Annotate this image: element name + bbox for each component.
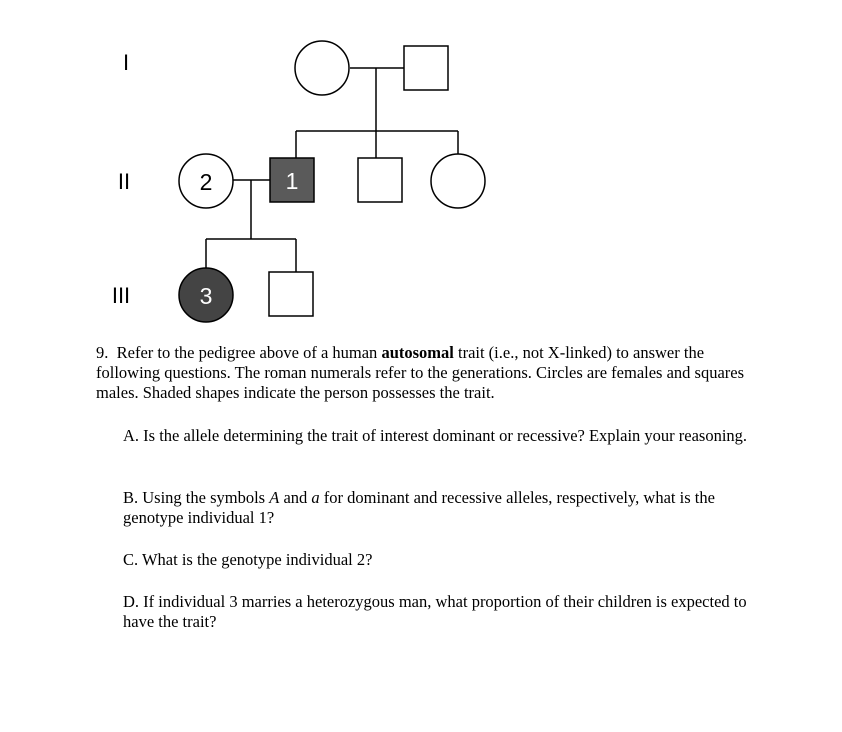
symbol-dominant: A (269, 488, 280, 507)
gen2-brother (358, 158, 402, 202)
generation-label-1: I (122, 50, 130, 75)
question-9-text (96, 343, 756, 403)
pedigree-chart (0, 0, 842, 335)
individual-3-number: 3 (199, 283, 213, 309)
generation-label-3: III (111, 283, 131, 308)
subquestion-a: A. Is the allele determining the trait of interest dominant or recessive? Explain your reasoning. (123, 426, 748, 445)
subquestion-d: D. If individual 3 marries a heterozygous man, what proportion of their children is expected to have the trait? (123, 592, 747, 631)
question-number: 9. (96, 343, 109, 362)
subquestion-b-start: B. Using the symbols (123, 488, 266, 507)
question-text-start: Refer to the pedigree above of a human (116, 343, 378, 362)
gen2-sister (431, 154, 485, 208)
individual-1-number: 1 (285, 168, 299, 194)
bold-autosomal: autosomal (381, 343, 454, 362)
subquestion-c: C. What is the genotype individual 2? (123, 550, 373, 569)
gen1-female (295, 41, 349, 95)
individual-2-number: 2 (199, 169, 213, 195)
question-text-end: trait (i.e., not X-linked) to answer the following questions. The roman numerals refer to the generations. Circles are females and squares males. Shaded shapes indicate the person possesses the trait. (96, 343, 745, 402)
gen1-male (404, 46, 448, 90)
subquestion-b-end: for dominant and recessive alleles, respectively, what is the genotype individual 1? (123, 488, 715, 527)
generation-label-2: II (117, 169, 131, 194)
symbol-recessive: a (311, 488, 320, 507)
subquestion-b-and: and (283, 488, 308, 507)
subquestion-b (123, 488, 763, 528)
gen3-male (269, 272, 313, 316)
